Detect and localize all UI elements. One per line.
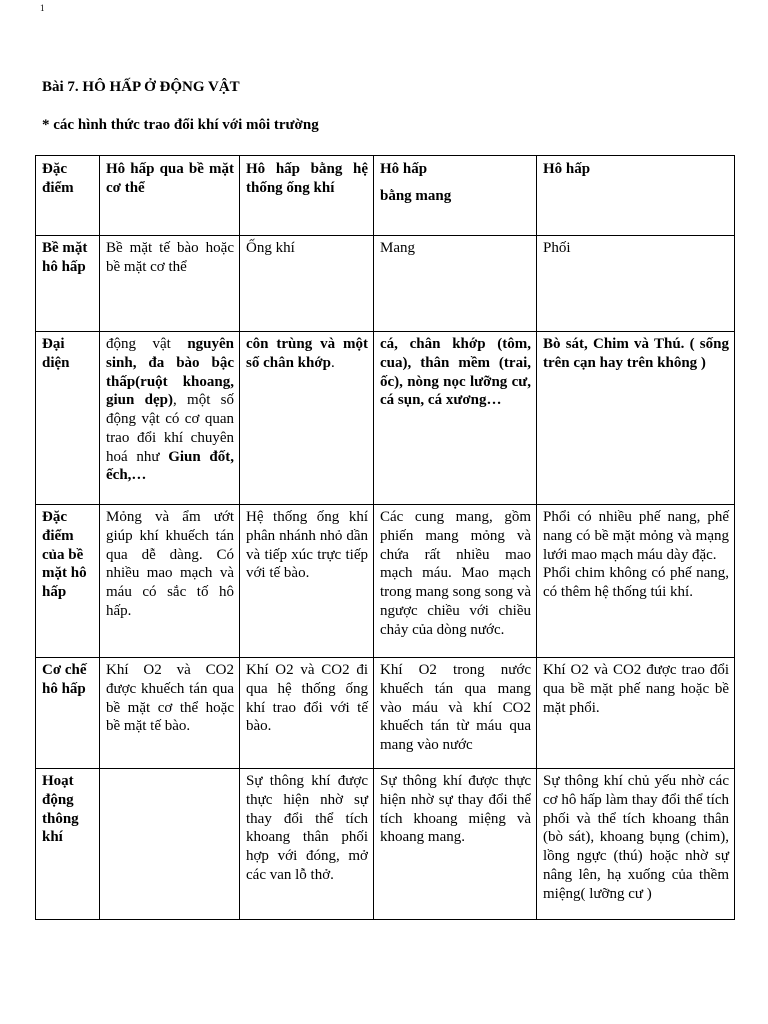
table-cell: Sự thông khí được thực hiện nhờ sự thay đổi thể tích khoang thân phối hợp với đóng, mở các van lỗ thở. (240, 769, 374, 920)
header-cell-gills (374, 156, 537, 236)
table-cell: côn trùng và một số chân khớp. (240, 332, 374, 505)
table-cell: cá, chân khớp (tôm, cua), thân mềm (trai, ốc), nòng nọc lưỡng cư, cá sụn, cá xương… (374, 332, 537, 505)
table-cell: Ống khí (240, 236, 374, 332)
row-label-surface: Bề mặt hô hấp (36, 236, 100, 332)
page-number: 1 (40, 3, 45, 13)
header-gills-line1: Hô hấp (380, 161, 428, 177)
table-cell: Bò sát, Chim và Thú. ( sống trên cạn hay trên không ) (537, 332, 735, 505)
table-cell: Các cung mang, gồm phiến mang mỏng và chứa rất nhiều mao mạch máu. Mao mạch trong mang song song và ngược chiều với chiều chảy của dòng nước. (374, 505, 537, 658)
table-row (36, 332, 735, 505)
table-row (36, 505, 735, 658)
table-cell: Khí O2 và CO2 đi qua hệ thống ống khí trao đổi với tế bào. (240, 658, 374, 769)
table-cell: Phối (537, 236, 735, 332)
table-cell: Sự thông khí chủ yếu nhờ các cơ hô hấp làm thay đổi thể tích phối và thể tích khoang thân (bò sát), khoang bụng (chim), lồng ngực (thú) hoặc nhờ sự nâng lên, hạ xuống của thềm miệng( lưỡng cư ) (537, 769, 735, 920)
row-label-representatives: Đại diện (36, 332, 100, 505)
table-cell: Mang (374, 236, 537, 332)
header-cell-body-surface: Hô hấp qua bề mặt cơ thể (100, 156, 240, 236)
table-cell: Khí O2 và CO2 được trao đổi qua bề mặt phế nang hoặc bề mặt phổi. (537, 658, 735, 769)
table-cell: Khí O2 và CO2 được khuếch tán qua bề mặt cơ thể hoặc bề mặt tế bào. (100, 658, 240, 769)
header-cell-lungs: Hô hấp (537, 156, 735, 236)
table-row (36, 658, 735, 769)
table-cell: Sự thông khí được thực hiện nhờ sự thay đổi thể tích khoang miệng và khoang mang. (374, 769, 537, 920)
header-gills-line2: bằng mang (380, 187, 452, 204)
table-cell: Hệ thống ống khí phân nhánh nhỏ dần và tiếp xúc trực tiếp với tế bào. (240, 505, 374, 658)
section-heading: * các hình thức trao đổi khí với môi trường (42, 117, 319, 133)
row-label-mechanism: Cơ chế hô hấp (36, 658, 100, 769)
table-cell: Phổi có nhiều phế nang, phế nang có bề mặt mỏng và mạng lưới mao mạch máu dày đặc. Phổi chim không có phế nang, có thêm hệ thống túi khí. (537, 505, 735, 658)
respiration-comparison-table (35, 155, 735, 920)
table-cell: Khí O2 trong nước khuếch tán qua mang vào máu và khí CO2 khuếch tán từ máu qua mang vào nước (374, 658, 537, 769)
header-cell-tracheal: Hô hấp bằng hệ thống ống khí (240, 156, 374, 236)
header-cell-feature: Đặc điểm (36, 156, 100, 236)
row-label-features: Đặc điểm của bề mặt hô hấp (36, 505, 100, 658)
table-cell (100, 769, 240, 920)
page-title: Bài 7. HÔ HẤP Ở ĐỘNG VẬT (42, 79, 240, 95)
table-cell: Mỏng và ẩm ướt giúp khí khuếch tán qua dễ dàng. Có nhiều mao mạch và máu có sắc tố hô hấp. (100, 505, 240, 658)
table-cell: Bề mặt tế bào hoặc bề mặt cơ thể (100, 236, 240, 332)
table-cell: động vật nguyên sinh, đa bào bậc thấp(ruột khoang, giun dẹp), một số động vật có cơ quan trao đổi khí chuyên hoá như Giun đốt, ếch,… (100, 332, 240, 505)
table-row (36, 236, 735, 332)
row-label-ventilation: Hoạt động thông khí (36, 769, 100, 920)
table-header-row (36, 156, 735, 236)
table-row (36, 769, 735, 920)
